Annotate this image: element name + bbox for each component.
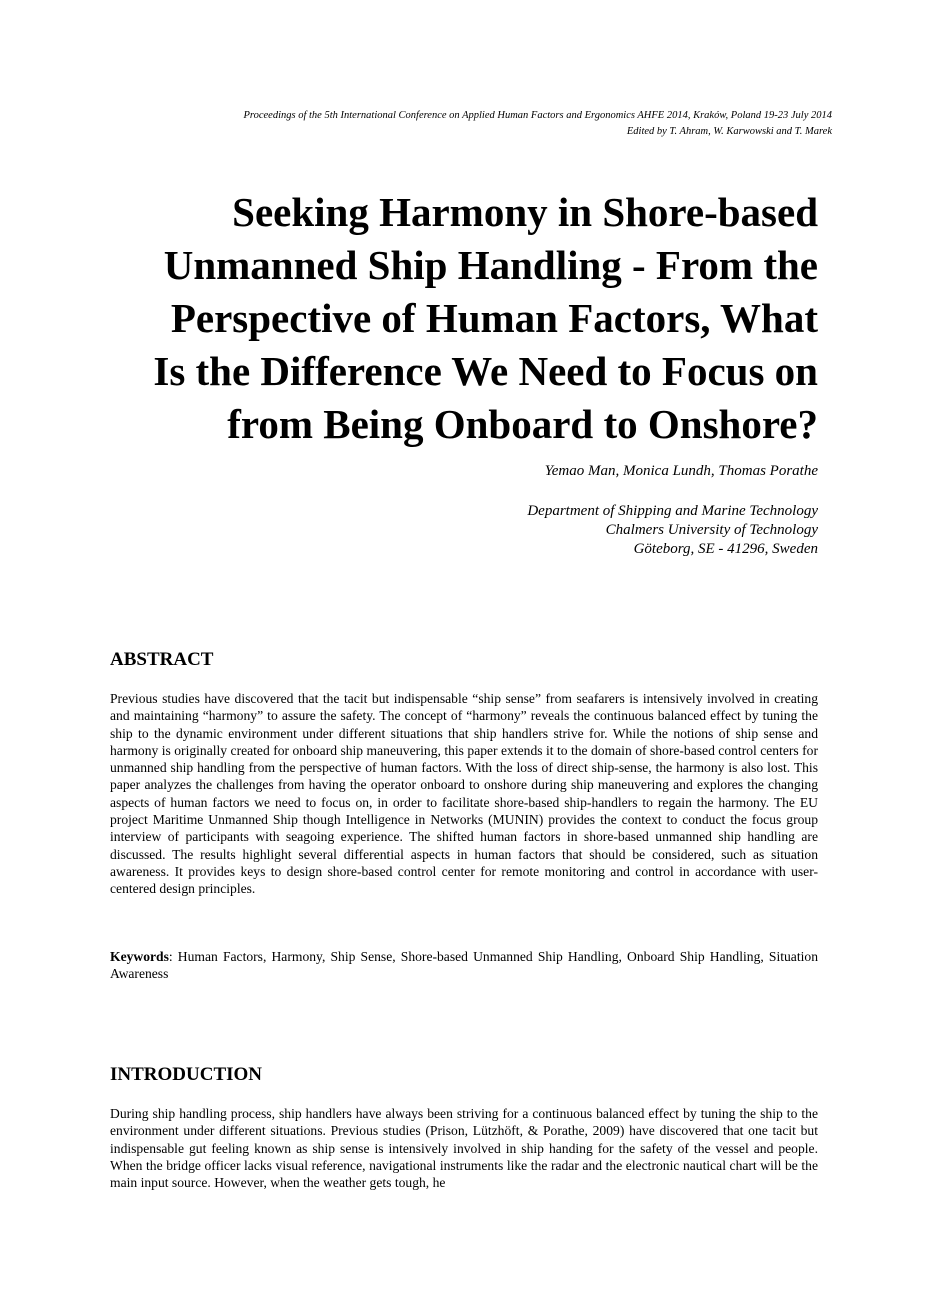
introduction-heading: INTRODUCTION [110,1064,263,1085]
title-line: Unmanned Ship Handling - From the [163,242,818,288]
introduction-paragraph: During ship handling process, ship handlers have always been striving for a continuous balanced effect by tuning the ship to the environment under different situations. Previous studies (Prison, Lützhöft, & Porathe, 2009) have discovered that one tacit but indispensable gut feeling known as ship sense is intensively involved in ship handing for the safety of the vessel and people. When the bridge officer lacks visual reference, navigational instruments like the radar and the electronic nautical chart will be the main input source. However, when the weather gets tough, he [110,1106,818,1191]
affiliation [300,502,818,559]
abstract-paragraph: Previous studies have discovered that the tacit but indispensable “ship sense” from seafarers is intensively involved in creating and maintaining “harmony” to assure the safety. The concept of “harmony” reveals the continuous balanced effect by tuning the ship to the dynamic environment under different situations that ship handlers strive for. While the notions of ship sense and harmony is originally created for onboard ship maneuvering, this paper extends it to the domain of shore-based control centers for unmanned ship handling from the perspective of human factors. With the loss of direct ship-sense, the harmony is also lost. This paper analyzes the challenges from having the operator onboard to onshore during ship maneuvering and explores the changing aspects of human factors we need to focus on, in order to facilitate shore-based ship-handlers to regain the harmony. The EU project Maritime Unmanned Ship though Intelligence in Networks (MUNIN) provides the context to conduct the focus group interview of participants with seagoing experience. The shifted human factors in shore-based unmanned ship handling are discussed. The results highlight several differential aspects in human factors that should be considered, such as situation awareness. It provides keys to design shore-based control center for remote monitoring and control in accordance with user-centered design principles. [110,691,818,897]
keywords-label: Keywords [110,949,169,964]
header-editors-line: Edited by T. Ahram, W. Karwowski and T. Marek [626,126,832,137]
affiliation-location: Göteborg, SE - 41296, Sweden [633,541,818,557]
title-line: Perspective of Human Factors, What [170,295,818,341]
title-line: Is the Difference We Need to Focus on [153,348,818,394]
author-list: Yemao Man, Monica Lundh, Thomas Porathe [544,463,818,479]
affiliation-department: Department of Shipping and Marine Technology [527,503,818,519]
title-line: Seeking Harmony in Shore-based [232,189,818,235]
title-line: from Being Onboard to Onshore? [227,401,818,447]
header-proceedings-line: Proceedings of the 5th International Conference on Applied Human Factors and Ergonomics AHFE 2014, Kraków, Poland 19-23 July 2014 [243,110,832,121]
abstract-heading: ABSTRACT [110,649,214,670]
running-header [110,108,832,140]
affiliation-university: Chalmers University of Technology [605,522,818,538]
keywords-paragraph [110,948,818,983]
keywords-text: : Human Factors, Harmony, Ship Sense, Shore-based Unmanned Ship Handling, Onboard Ship Handling, Situation Awareness [110,949,818,982]
paper-title [110,186,818,451]
